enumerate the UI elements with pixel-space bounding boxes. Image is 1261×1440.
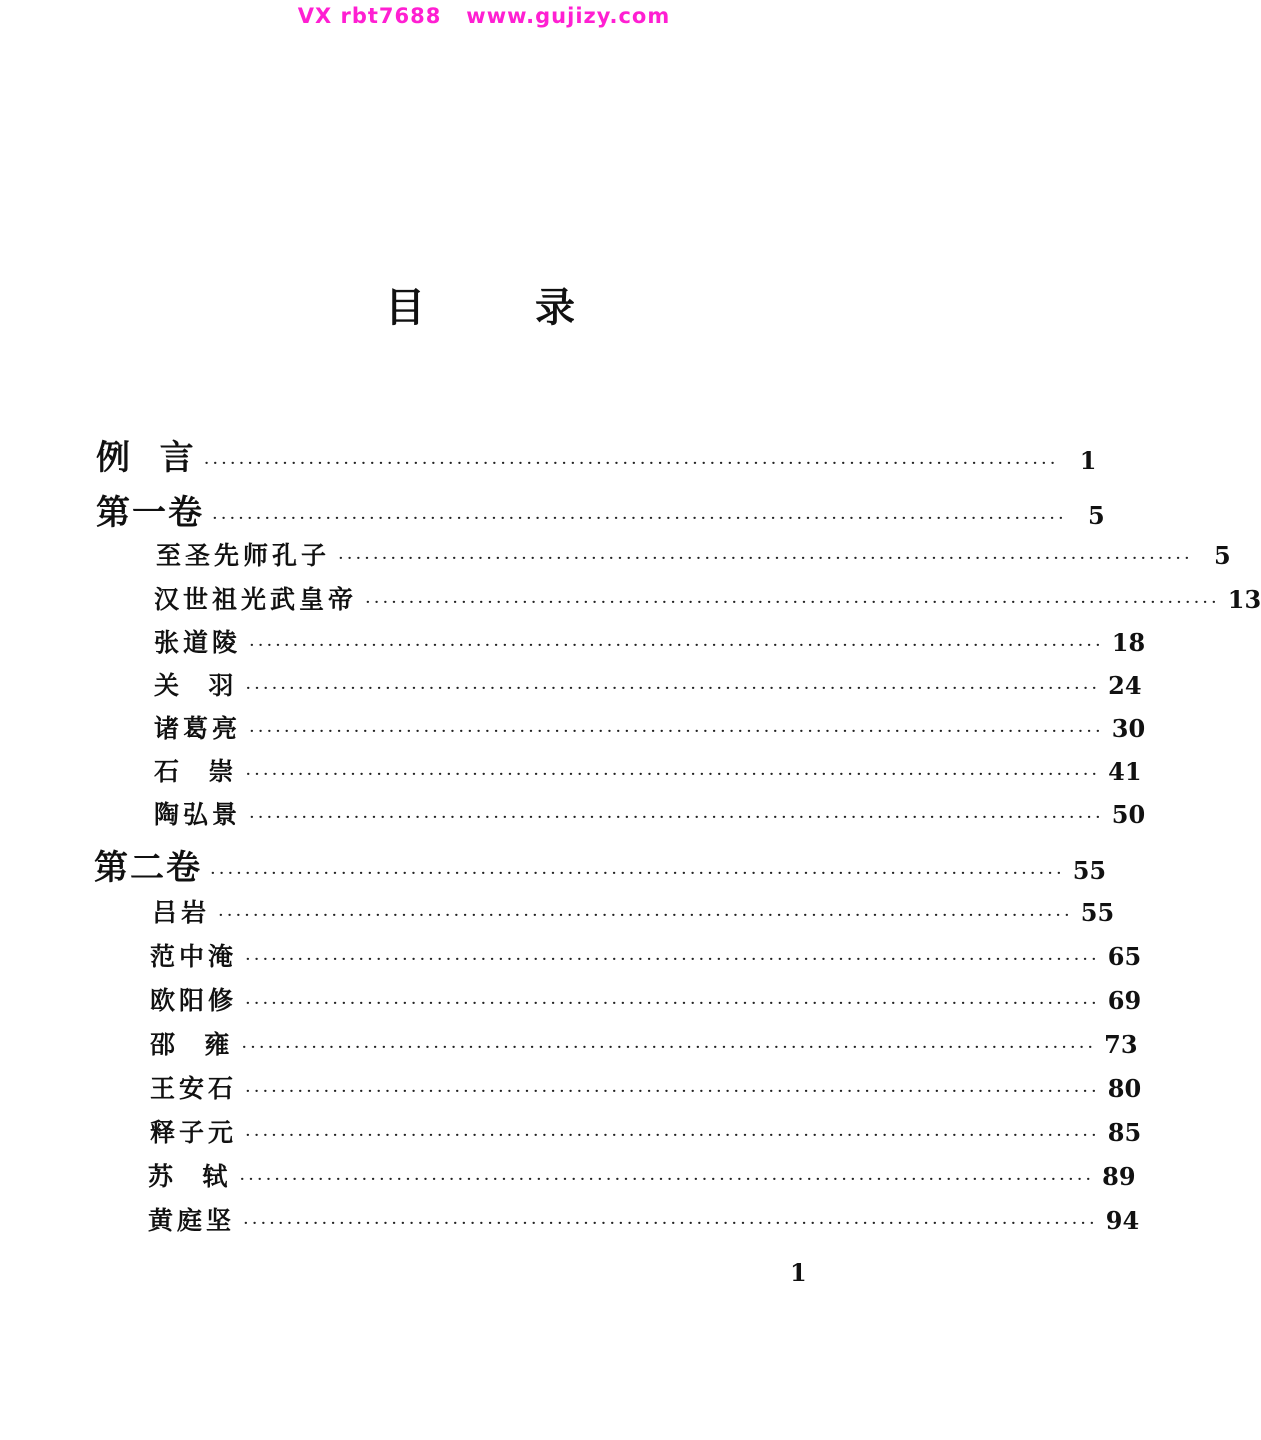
page-title: 目 录 [385, 284, 623, 331]
toc-entry [154, 623, 1146, 659]
toc-label: 苏 轼 [148, 1162, 232, 1191]
toc-label: 关 羽 [154, 671, 238, 700]
toc-page: 55 [1072, 856, 1107, 885]
toc-label: 邵 雍 [150, 1030, 234, 1059]
toc-entry [154, 709, 1146, 745]
dot-leader: ·································································································· [365, 592, 1220, 613]
toc-label: 欧阳修 [150, 986, 238, 1015]
page-number: 1 [790, 1258, 807, 1287]
toc-page: 89 [1102, 1162, 1136, 1191]
toc-label: 例 言 [96, 438, 196, 478]
watermark-text: VX rbt7688 www.gujizy.com [297, 4, 671, 28]
toc-entry [152, 893, 1115, 929]
toc-label: 范中淹 [150, 942, 238, 971]
toc-entry [148, 1201, 1140, 1237]
toc-page: 41 [1108, 757, 1142, 786]
toc-entry [154, 580, 1261, 616]
dot-leader: ·································································································· [245, 1125, 1100, 1146]
toc-entry [156, 536, 1231, 572]
toc-label: 汉世祖光武皇帝 [154, 585, 358, 614]
toc-page: 5 [1088, 501, 1105, 530]
dot-leader: ·································································································· [245, 678, 1101, 699]
toc-label: 石 崇 [154, 757, 238, 786]
toc-entry [154, 666, 1142, 702]
toc-entry-preface [96, 430, 1097, 479]
toc-page: 65 [1107, 942, 1142, 971]
toc-page: 55 [1080, 898, 1115, 927]
toc-entry-volume-2 [94, 840, 1107, 889]
toc-page: 73 [1104, 1030, 1138, 1059]
toc-entry [148, 1157, 1136, 1193]
dot-leader: ·································································································· [249, 635, 1104, 656]
toc-label: 至圣先师孔子 [156, 541, 331, 570]
dot-leader: ·································································································· [218, 905, 1073, 926]
dot-leader: ·································································································· [249, 807, 1104, 828]
toc-entry [150, 1069, 1142, 1105]
toc-label: 张道陵 [154, 628, 242, 657]
toc-label: 黄庭坚 [148, 1206, 236, 1235]
dot-leader: ·································································································· [210, 863, 1065, 884]
toc-label: 第二卷 [94, 848, 202, 888]
dot-leader: ·································································································· [245, 764, 1101, 785]
toc-page: 18 [1111, 628, 1146, 657]
dot-leader: ·································································································· [243, 1213, 1098, 1234]
toc-page: 50 [1111, 800, 1146, 829]
toc-page: 85 [1107, 1118, 1142, 1147]
toc-label: 诸葛亮 [154, 714, 242, 743]
dot-leader: ·································································································· [241, 1037, 1097, 1058]
toc-entry [150, 1113, 1142, 1149]
dot-leader: ·································································································· [245, 993, 1100, 1014]
toc-page: 94 [1105, 1206, 1140, 1235]
toc-entry [150, 981, 1142, 1017]
toc-label: 第一卷 [96, 493, 204, 533]
toc-entry-volume-1 [96, 485, 1105, 534]
toc-entry [150, 937, 1142, 973]
toc-page: 1 [1079, 446, 1097, 475]
toc-label: 吕岩 [152, 898, 211, 927]
toc-entry [150, 1025, 1138, 1061]
toc-page: 5 [1214, 541, 1231, 570]
toc-page: 24 [1108, 671, 1142, 700]
toc-label: 陶弘景 [154, 800, 242, 829]
dot-leader: ·································································································· [239, 1169, 1095, 1190]
toc-page: 13 [1227, 585, 1261, 614]
toc-label: 王安石 [150, 1074, 238, 1103]
dot-leader: ·································································································· [338, 548, 1193, 569]
dot-leader: ·································································································· [212, 508, 1067, 529]
toc-entry [154, 795, 1146, 831]
dot-leader: ·································································································· [245, 1081, 1100, 1102]
dot-leader: ·································································································· [249, 721, 1104, 742]
toc-page: 30 [1111, 714, 1146, 743]
dot-leader: ·································································································· [245, 949, 1100, 970]
toc-page: 80 [1107, 1074, 1142, 1103]
dot-leader: ·································································································· [203, 453, 1059, 474]
toc-page: 69 [1107, 986, 1142, 1015]
toc-entry [154, 752, 1142, 788]
toc-label: 释子元 [150, 1118, 238, 1147]
